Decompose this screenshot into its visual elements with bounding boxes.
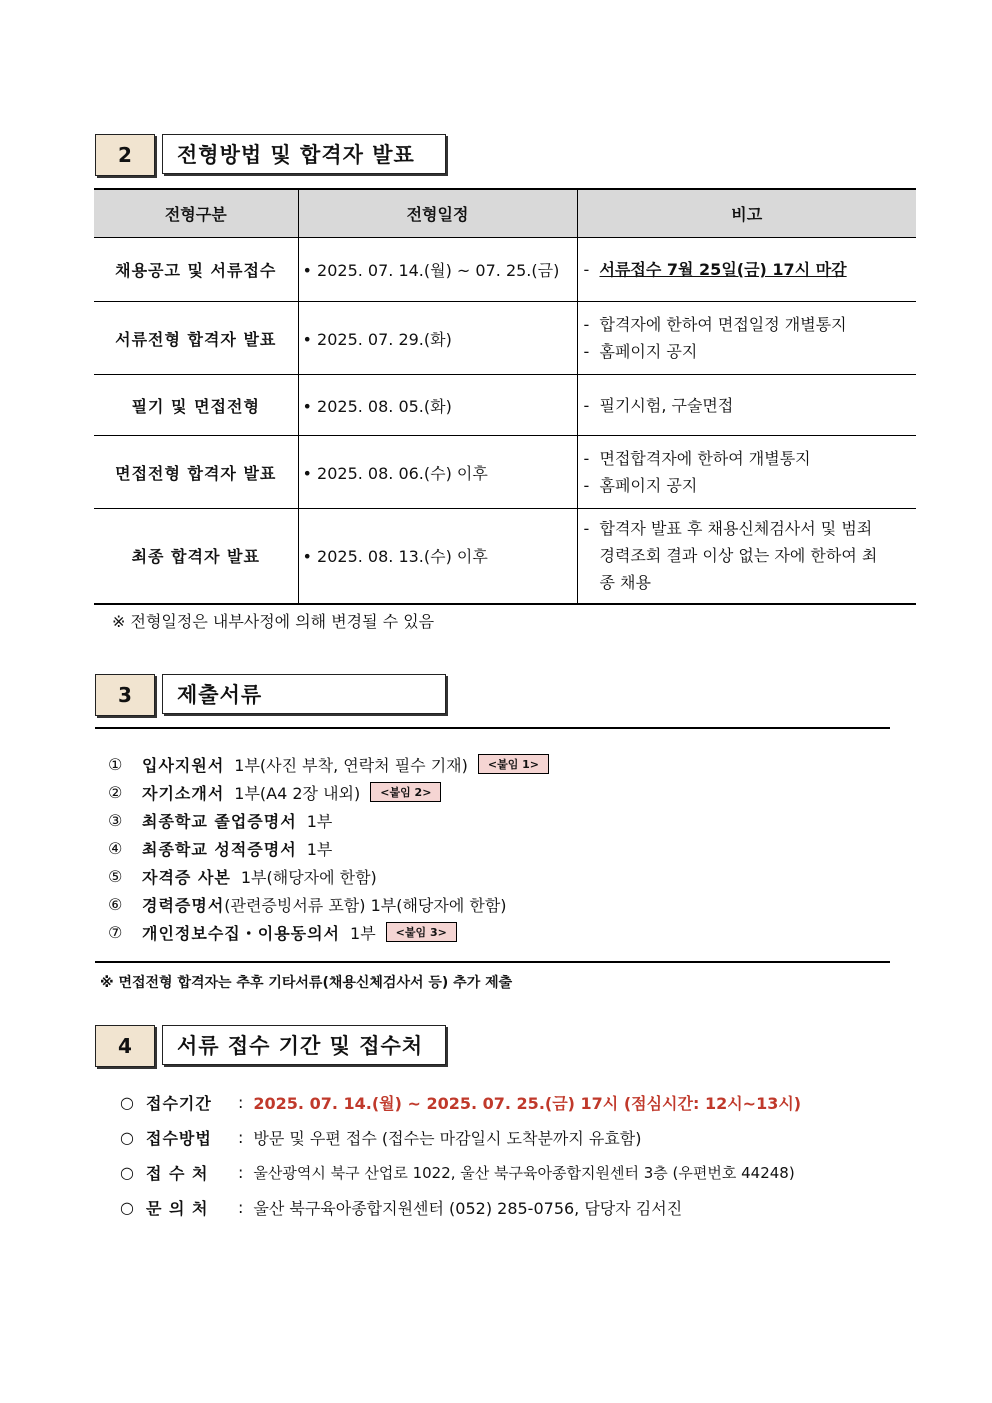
row-schedule: • 2025. 08. 05.(화) (298, 375, 577, 436)
circle-bullet-icon: ○ (120, 1093, 134, 1112)
attachment-tag: <붙임 2> (370, 782, 441, 802)
note-text: 홈페이지 공지 (599, 342, 698, 361)
row-schedule: • 2025. 08. 06.(수) 이후 (298, 436, 577, 509)
document-name: 개인정보수집・이용동의서 (142, 923, 341, 943)
section-2-header (95, 134, 446, 176)
column-header: 전형일정 (298, 189, 577, 238)
separator: : (238, 1163, 244, 1182)
document-name: 최종학교 성적증명서 (142, 839, 297, 859)
separator: : (238, 1198, 244, 1217)
table-header-row (94, 189, 916, 238)
item-number: ④ (108, 838, 123, 858)
list-item (108, 890, 549, 918)
document-detail: 1부(사진 부착, 연락처 필수 기재) (234, 755, 468, 775)
document-name: 경력증명서 (142, 895, 225, 915)
row-notes: - 합격자 발표 후 채용신체검사서 및 범죄경력조회 결과 이상 없는 자에 한하여 최종 채용 (577, 509, 916, 604)
schedule-table (94, 188, 916, 605)
list-item (108, 806, 549, 834)
section-3-header (95, 674, 446, 716)
row-notes: - 면접합격자에 한하여 개별통지 - 홈페이지 공지 (577, 436, 916, 509)
row-schedule: • 2025. 08. 13.(수) 이후 (298, 509, 577, 604)
document-list (108, 750, 549, 946)
column-header: 비고 (577, 189, 916, 238)
table-row (94, 436, 916, 509)
document-name: 최종학교 졸업증명서 (142, 811, 297, 831)
documents-footnote: ※ 면접전형 합격자는 추후 기타서류(채용신체검사서 등) 추가 제출 (100, 975, 513, 991)
note-text: 필기시험, 구술면접 (599, 395, 734, 415)
list-item (108, 862, 549, 890)
attachment-tag: <붙임 1> (478, 754, 549, 774)
section-title: 서류 접수 기간 및 접수처 (162, 1025, 446, 1065)
circle-bullet-icon: ○ (120, 1163, 134, 1182)
section-number: 2 (95, 134, 155, 176)
divider (95, 727, 890, 729)
circle-bullet-icon: ○ (120, 1198, 134, 1217)
row-notes: - 필기시험, 구술면접 (577, 375, 916, 436)
info-label: 접 수 처 (146, 1164, 209, 1183)
info-row (120, 1085, 801, 1120)
document-detail: 1부(A4 2장 내외) (234, 783, 361, 803)
table-row (94, 302, 916, 375)
table-row (94, 509, 916, 604)
row-category: 채용공고 및 서류접수 (94, 238, 298, 302)
info-value: 2025. 07. 14.(월) ~ 2025. 07. 25.(금) 17시 (점심시간: 12시~13시) (253, 1094, 802, 1113)
item-number: ⑥ (108, 894, 123, 914)
document-detail: 1부 (350, 923, 376, 943)
info-row (120, 1190, 801, 1225)
table-row (94, 238, 916, 302)
section-number: 3 (95, 674, 155, 716)
item-number: ⑦ (108, 922, 123, 942)
item-number: ① (108, 754, 123, 774)
row-schedule: • 2025. 07. 14.(월) ~ 07. 25.(금) (298, 238, 577, 302)
row-category: 면접전형 합격자 발표 (94, 436, 298, 509)
note-text: 합격자에 한하여 면접일정 개별통지 (599, 315, 847, 334)
table-row (94, 375, 916, 436)
list-item (108, 778, 549, 806)
note-text: 면접합격자에 한하여 개별통지 (599, 449, 811, 468)
note-text: 합격자 발표 후 채용신체검사서 및 범죄경력조회 결과 이상 없는 자에 한하여 최종 채용 (599, 519, 878, 593)
info-value: 울산 북구육아종합지원센터 (052) 285-0756, 담당자 김서진 (253, 1199, 683, 1218)
row-notes: - 합격자에 한하여 면접일정 개별통지 - 홈페이지 공지 (577, 302, 916, 375)
list-item (108, 750, 549, 778)
item-number: ⑤ (108, 866, 123, 886)
info-label: 문 의 처 (146, 1199, 209, 1218)
separator: : (238, 1093, 244, 1112)
row-category: 최종 합격자 발표 (94, 509, 298, 604)
info-label: 접수방법 (146, 1129, 212, 1148)
document-detail: 1부 (306, 839, 333, 859)
document-detail: 1부(해당자에 한함) (240, 867, 377, 887)
row-category: 필기 및 면접전형 (94, 375, 298, 436)
document-name: 자기소개서 (142, 783, 225, 803)
row-schedule: • 2025. 07. 29.(화) (298, 302, 577, 375)
list-item (108, 918, 549, 946)
attachment-tag: <붙임 3> (386, 922, 457, 942)
row-category: 서류전형 합격자 발표 (94, 302, 298, 375)
section-title: 전형방법 및 합격자 발표 (162, 134, 446, 174)
row-notes: - 서류접수 7월 25일(금) 17시 마감 (577, 238, 916, 302)
document-name: 입사지원서 (142, 755, 225, 775)
column-header: 전형구분 (94, 189, 298, 238)
section-4-header (95, 1025, 446, 1067)
divider (95, 961, 890, 963)
info-value: 울산광역시 북구 산업로 1022, 울산 북구육아종합지원센터 3층 (우편번호 44248) (253, 1164, 795, 1182)
schedule-note: ※ 전형일정은 내부사정에 의해 변경될 수 있음 (112, 612, 435, 631)
list-item (108, 834, 549, 862)
circle-bullet-icon: ○ (120, 1128, 134, 1147)
info-value: 방문 및 우편 접수 (접수는 마감일시 도착분까지 유효함) (253, 1129, 642, 1148)
note-text: 홈페이지 공지 (599, 476, 698, 495)
info-row (120, 1120, 801, 1155)
document-name: 자격증 사본 (142, 867, 231, 887)
submission-info (120, 1085, 801, 1225)
item-number: ③ (108, 810, 123, 830)
document-detail: (관련증빙서류 포함) 1부(해당자에 한함) (224, 895, 507, 915)
document-detail: 1부 (306, 811, 333, 831)
section-title: 제출서류 (162, 674, 446, 714)
separator: : (238, 1128, 244, 1147)
section-number: 4 (95, 1025, 155, 1067)
note-text: 서류접수 7월 25일(금) 17시 마감 (599, 260, 847, 279)
item-number: ② (108, 782, 123, 802)
info-row (120, 1155, 801, 1190)
info-label: 접수기간 (146, 1094, 212, 1113)
